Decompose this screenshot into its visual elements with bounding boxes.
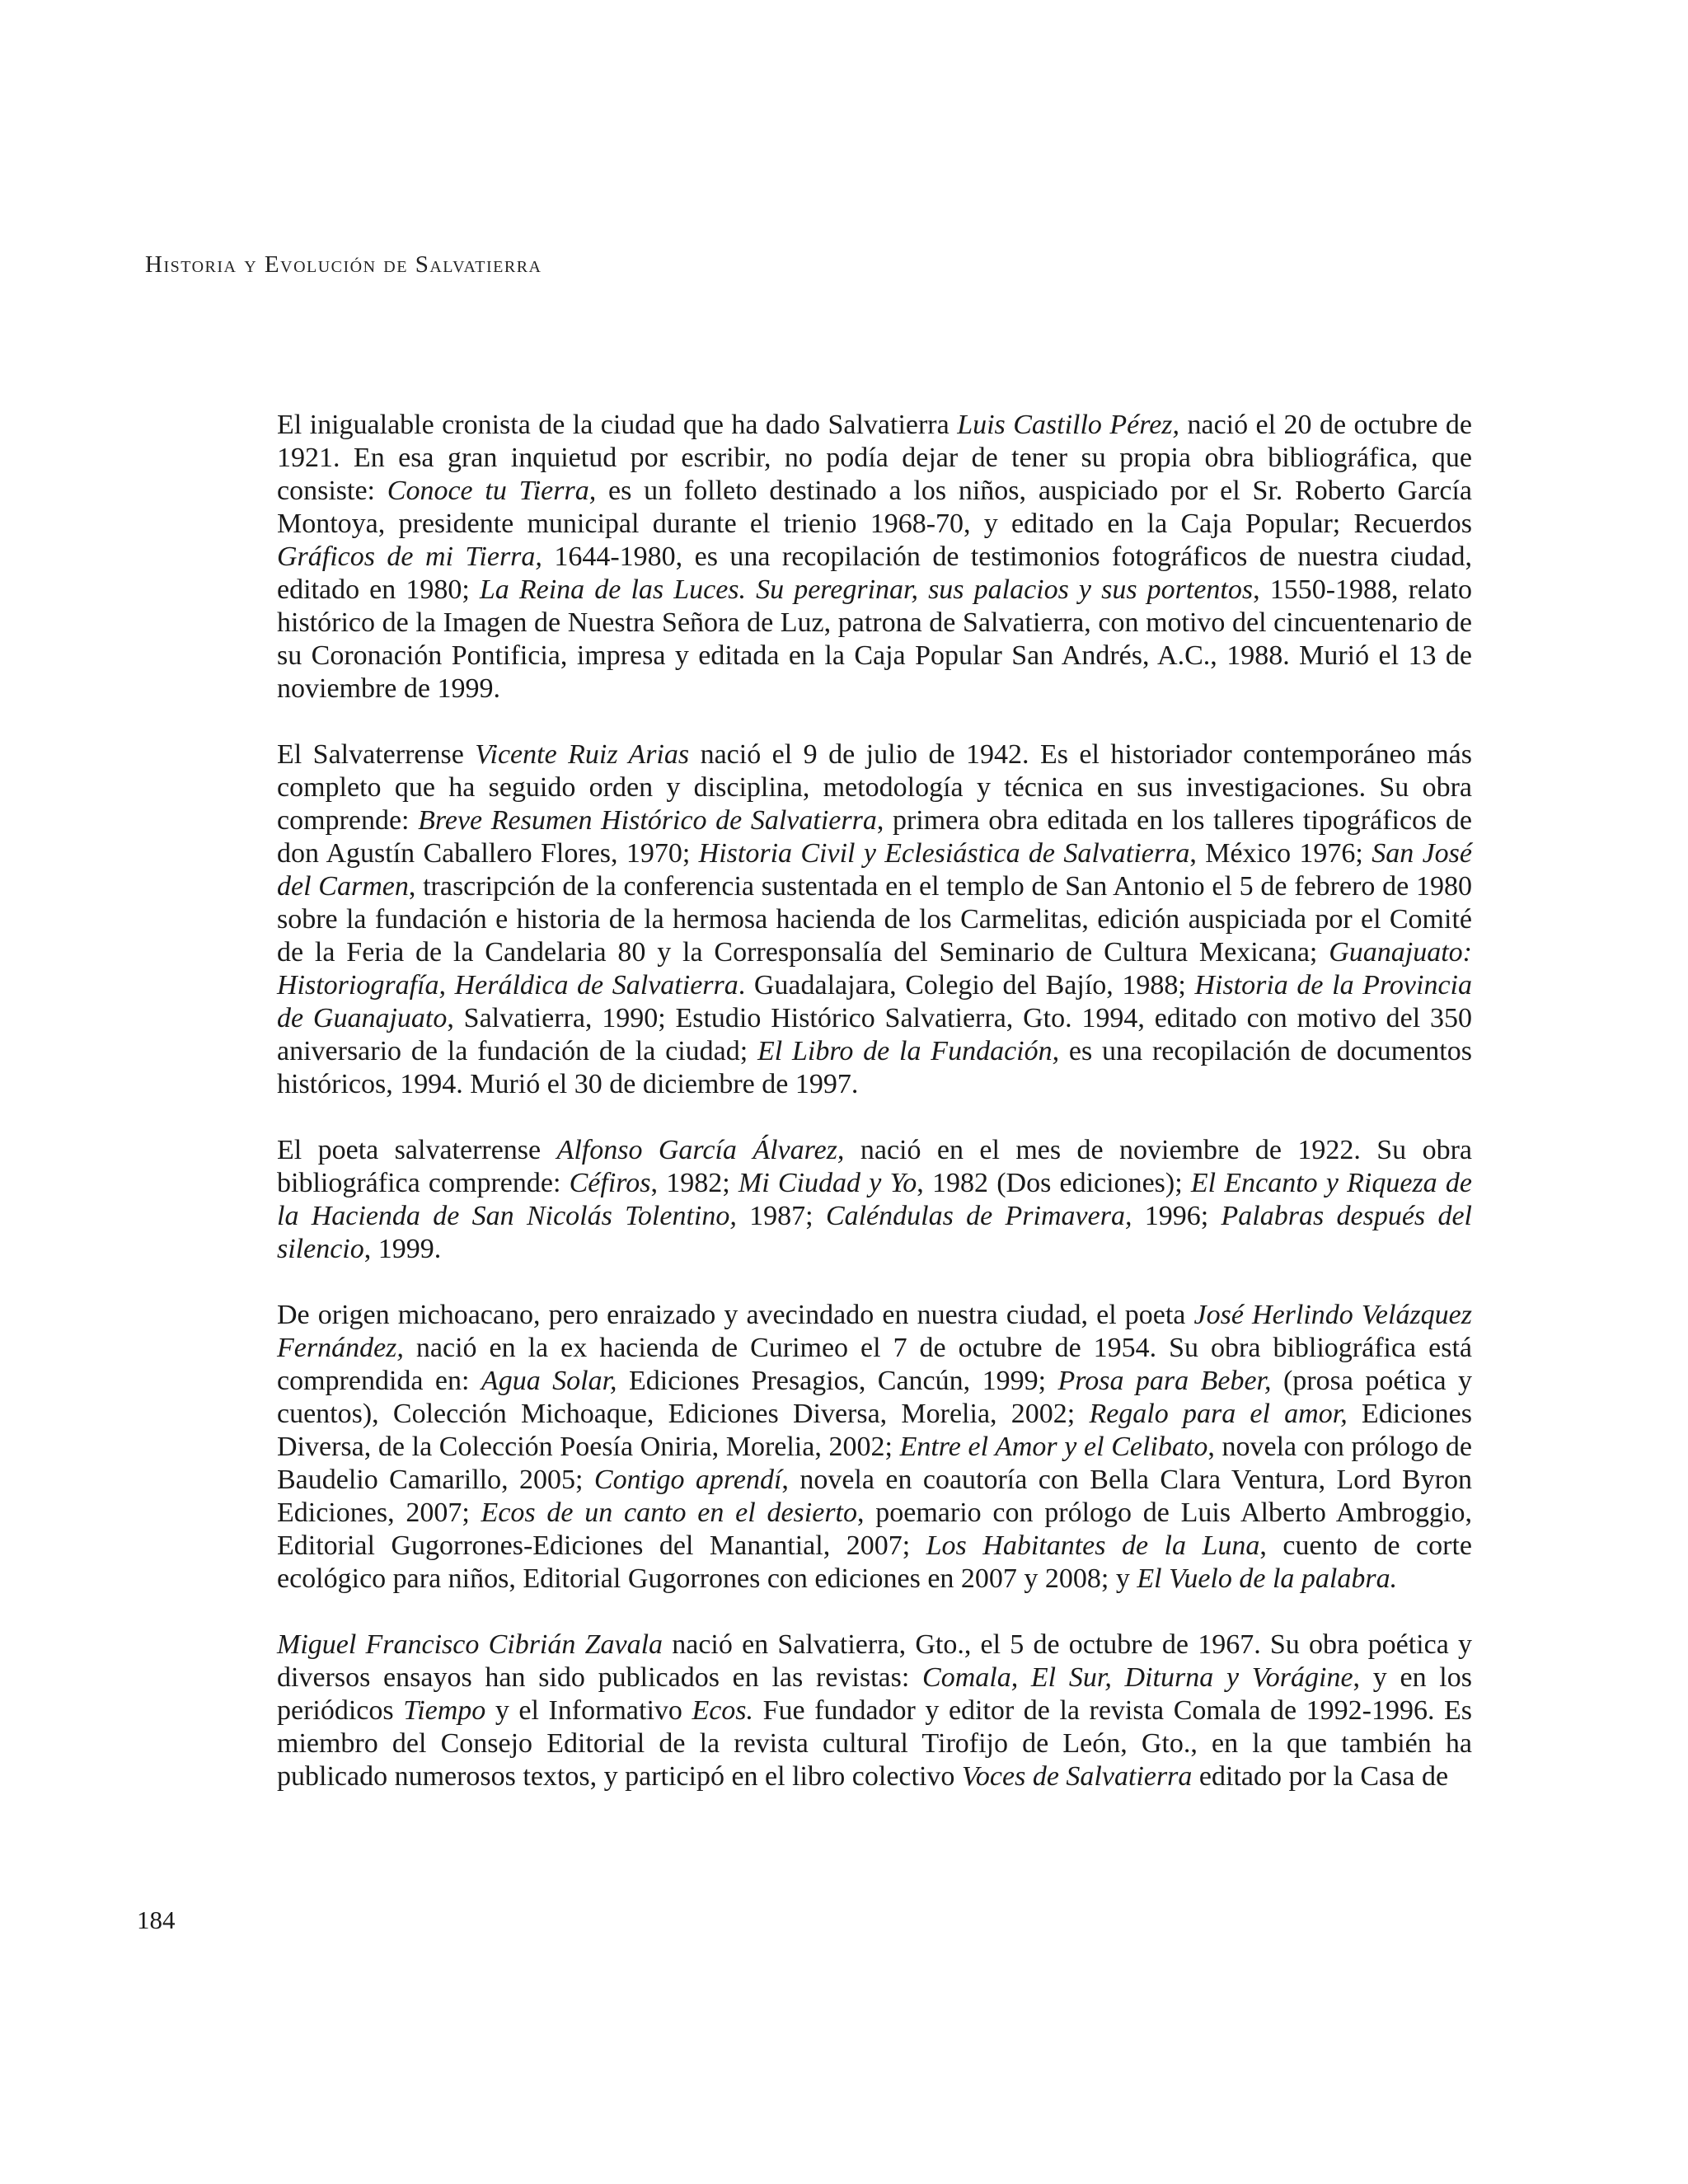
body-paragraph (277, 738, 1472, 1101)
text-run: (prosa poética y cuentos), Colección Michoaque, Ediciones Diversa, Morelia, 2002; (277, 1366, 1472, 1429)
text-run: es un folleto destinado a los niños, auspiciado por el Sr. Roberto García Montoya, presidente municipal durante el trienio 1968-70, y editado en la Caja Popular; Recuerdos (277, 476, 1473, 539)
italic-title-run: Voces de Salvatierra (961, 1761, 1193, 1792)
italic-title-run: Vicente Ruiz Arias (475, 739, 690, 770)
text-run: , poemario con prólogo de Luis Alberto Ambroggio, Editorial Gugorrones-Ediciones del Manantial, 2007; (277, 1497, 1472, 1561)
italic-title-run: Contigo aprendí (593, 1465, 782, 1495)
italic-title-run: Regalo para el amor, (1089, 1399, 1348, 1429)
italic-title-run: Caléndulas de Primavera, (825, 1201, 1132, 1231)
text-run: nació el 20 de octubre de 1921. En esa gran inquietud por escribir, no podía dejar de tener su propia obra bibliográfica, que consiste: (277, 410, 1473, 506)
italic-title-run: Miguel Francisco Cibrián Zavala (277, 1629, 663, 1660)
italic-title-run: Luis Castillo Pérez, (957, 410, 1180, 440)
text-run: . Guadalajara, Colegio del Bajío, 1988; (738, 970, 1195, 1001)
text-run: 1987; (736, 1201, 826, 1231)
text-run: , novela en coautoría con Bella Clara Ventura, Lord Byron Ediciones, 2007; (277, 1465, 1473, 1528)
italic-title-run: Guanajuato: Historiografía, Heráldica de Salvatierra (277, 937, 1472, 1001)
text-run: , y en los periódicos (277, 1662, 1472, 1726)
text-run: , Salvatierra, 1990; Estudio Histórico Salvatierra, Gto. 1994, editado con motivo del 350 aniversario de la fundación de la ciudad; (277, 1003, 1472, 1066)
italic-title-run: Palabras después del silencio (277, 1201, 1472, 1264)
italic-title-run: Alfonso García Álvarez, (556, 1135, 845, 1165)
text-run: nació el 9 de julio de 1942. Es el historiador contemporáneo más completo que ha seguido orden y disciplina, metodología y técnica en sus investigaciones. Su obra comprende: (277, 739, 1472, 836)
italic-title-run: Prosa para Beber, (1057, 1366, 1272, 1396)
italic-title-run: El Libro de la Fundación, (757, 1036, 1060, 1066)
italic-title-run: Breve Resumen Histórico de Salvatierra (418, 805, 877, 836)
italic-title-run: Tiempo (403, 1695, 486, 1726)
text-run: , novela con prólogo de Baudelio Camarillo, 2005; (277, 1432, 1472, 1495)
italic-title-run: El Vuelo de la palabra. (1137, 1563, 1398, 1594)
italic-title-run: Mi Ciudad y Yo (738, 1168, 917, 1198)
body-paragraph (277, 1134, 1472, 1266)
italic-title-run: Comala, El Sur, Diturna y Vorágine (922, 1662, 1353, 1693)
italic-title-run: La Reina de las Luces. Su peregrinar, sus palacios y sus portentos (479, 574, 1254, 605)
page-number: 184 (137, 1905, 176, 1934)
text-run: , 1982; (650, 1168, 738, 1198)
text-run: El inigualable cronista de la ciudad que ha dado Salvatierra (277, 410, 958, 440)
italic-title-run: Entre el Amor y el Celibato (899, 1432, 1208, 1462)
text-run: , México 1976; (1189, 838, 1372, 869)
italic-title-run: Conoce tu Tierra, (387, 476, 597, 506)
italic-title-run: Céfiros (569, 1168, 651, 1198)
italic-title-run: Ecos. (692, 1695, 754, 1726)
text-run: , 1999. (363, 1234, 442, 1264)
text-run: 1996; (1132, 1201, 1221, 1231)
body-paragraph (277, 1299, 1472, 1596)
text-run: nació en el mes de noviembre de 1922. Su obra bibliográfica comprende: (277, 1135, 1472, 1198)
italic-title-run: El Encanto y Riqueza de la Hacienda de San Nicolás Tolentino, (277, 1168, 1472, 1231)
body-text (277, 409, 1472, 1793)
italic-title-run: Gráficos de mi Tierra, (277, 541, 542, 572)
italic-title-run: Historia Civil y Eclesiástica de Salvatierra (698, 838, 1190, 869)
text-run: , primera obra editada en los talleres tipográficos de don Agustín Caballero Flores, 1970; (277, 805, 1472, 869)
body-paragraph (277, 1629, 1472, 1793)
running-header: Historia y Evolución de Salvatierra (145, 251, 542, 278)
text-run: El poeta salvaterrense (277, 1135, 557, 1165)
italic-title-run: Ecos de un canto en el desierto (481, 1497, 857, 1528)
text-run: , 1550-1988, relato histórico de la Imagen de Nuestra Señora de Luz, patrona de Salvatierra, con motivo del cincuentenario de su Coronación Pontificia, impresa y editada en la Caja Popular San Andrés, A.C., 1988. Murió el 13 de noviembre de 1999. (277, 574, 1472, 704)
italic-title-run: Los Habitantes de la Luna (926, 1530, 1260, 1561)
text-run: , cuento de corte ecológico para niños, Editorial Gugorrones con ediciones en 2007 y 2008; y (277, 1530, 1472, 1594)
italic-title-run: José Herlindo Velázquez Fernández, (277, 1300, 1472, 1363)
italic-title-run: San José del Carmen (277, 838, 1472, 902)
text-run: El Salvaterrense (277, 739, 476, 770)
text-run: 1644-1980, es una recopilación de testimonios fotográficos de nuestra ciudad, editado en 1980; (277, 541, 1473, 605)
text-run: Ediciones Presagios, Cancún, 1999; (617, 1366, 1058, 1396)
body-paragraph (277, 409, 1472, 705)
text-run: y el Informativo (485, 1695, 692, 1726)
text-run: nació en Salvatierra, Gto., el 5 de octubre de 1967. Su obra poética y diversos ensayos han sido publicados en las revistas: (277, 1629, 1472, 1693)
italic-title-run: Agua Solar, (481, 1366, 617, 1396)
text-run: Ediciones Diversa, de la Colección Poesía Oniria, Morelia, 2002; (277, 1399, 1473, 1462)
text-run: editado por la Casa de (1192, 1761, 1449, 1792)
text-run: De origen michoacano, pero enraizado y avecindado en nuestra ciudad, el poeta (277, 1300, 1194, 1330)
text-run: , 1982 (Dos ediciones); (917, 1168, 1191, 1198)
italic-title-run: Historia de la Provincia de Guanajuato (277, 970, 1472, 1033)
text-run: es una recopilación de documentos históricos, 1994. Murió el 30 de diciembre de 1997. (277, 1036, 1472, 1099)
text-run: nació en la ex hacienda de Curimeo el 7 de octubre de 1954. Su obra bibliográfica está comprendida en: (277, 1333, 1472, 1396)
text-run: Fue fundador y editor de la revista Comala de 1992-1996. Es miembro del Consejo Editorial de la revista cultural Tirofijo de León, Gto., en la que también ha publicado numerosos textos, y participó en el libro colectivo (277, 1695, 1472, 1792)
text-run: , trascripción de la conferencia sustentada en el templo de San Antonio el 5 de febrero de 1980 sobre la fundación e historia de la hermosa hacienda de los Carmelitas, edición auspiciada por el Comité de la Feria de la Candelaria 80 y la Corresponsalía del Seminario de Cultura Mexicana; (277, 871, 1472, 968)
